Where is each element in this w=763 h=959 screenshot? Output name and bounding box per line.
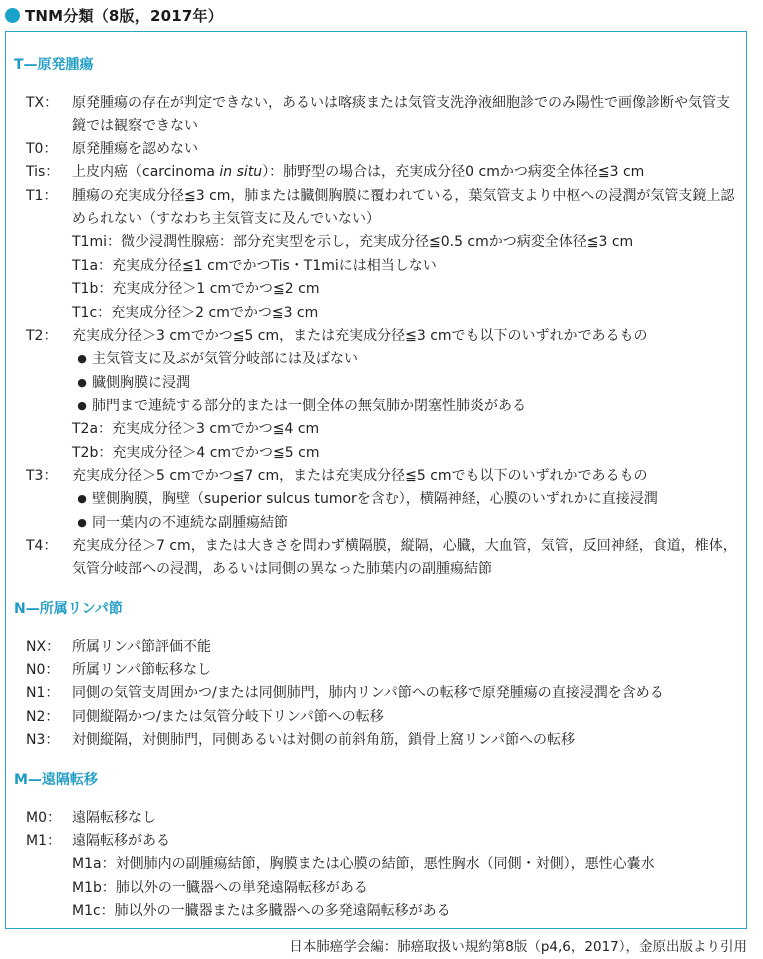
entry-code: T3： <box>26 468 58 484</box>
entry-n1 <box>26 682 738 705</box>
entry-t0 <box>26 138 738 161</box>
entry-t4 <box>26 535 738 582</box>
entry-code: NX： <box>26 639 61 655</box>
source-citation: 日本肺癌学会編：肺癌取扱い規約第8版（p4,6，2017），金原出版より引用 <box>289 939 747 955</box>
tis-text-pre: 上皮内癌（carcinoma <box>72 164 220 180</box>
entry-m1 <box>26 830 738 853</box>
bullet-item: ● 壁側胸膜，胸壁（superior sulcus tumorを含む），横隔神経，心膜のいずれかに直接浸潤 <box>72 488 738 511</box>
entry-code: M1： <box>26 833 61 849</box>
entry-text: 充実成分径＞7 cm，または大きさを問わず横隔膜，縦隔，心臓，大血管，気管，反回神経，食道，椎体，気管分岐部への浸潤，あるいは同側の異なった肺葉内の副腫瘍結節 <box>72 538 737 578</box>
sub-entry-t1b: T1b：充実成分径＞1 cmでかつ≦2 cm <box>72 281 320 297</box>
bullet-dot-icon: ● <box>77 376 87 389</box>
entry-n2 <box>26 706 738 729</box>
entry-nx <box>26 636 738 659</box>
bullet-item: ● 臓側胸膜に浸潤 <box>72 372 738 395</box>
bullet-dot-icon: ● <box>77 352 87 365</box>
entry-code: M0： <box>26 810 61 826</box>
entry-code: T1： <box>26 188 58 204</box>
bullet-item: ● 肺門まで連続する部分的または一側全体の無気肺か閉塞性肺炎がある <box>72 395 738 418</box>
entry-code: N1： <box>26 685 60 701</box>
entry-code: T2： <box>26 328 58 344</box>
title-bar <box>5 3 223 27</box>
sub-entry-m1c: M1c：肺以外の一臓器または多臓器への多発遠隔転移がある <box>72 903 451 919</box>
entry-text: 原発腫瘍を認めない <box>72 141 198 157</box>
sub-entry-t1c: T1c：充実成分径＞2 cmでかつ≦3 cm <box>72 305 319 321</box>
entry-code: Tis： <box>26 164 60 180</box>
entry-t2 <box>26 325 738 348</box>
tnm-table-box <box>5 31 747 929</box>
entry-t3 <box>26 465 738 488</box>
circle-bullet-icon <box>5 8 20 23</box>
entry-text: 充実成分径＞3 cmでかつ≦5 cm，または充実成分径≦3 cmでも以下のいずれかであるもの <box>72 328 648 344</box>
entry-code: N2： <box>26 709 60 725</box>
entry-text <box>72 161 738 184</box>
entry-code: N0： <box>26 662 60 678</box>
entry-text: 腫瘍の充実成分径≦3 cm，肺または臓側胸膜に覆われている，葉気管支より中枢への浸潤が気管支鏡上認められない（すなわち主気管支に及んでいない） <box>72 188 735 228</box>
sub-entry-t1a: T1a：充実成分径≦1 cmでかつTis・T1miには相当しない <box>72 258 437 274</box>
sub-entry-t1mi: T1mi：微少浸潤性腺癌：部分充実型を示し，充実成分径≦0.5 cmかつ病変全体径≦3 cm <box>72 234 634 250</box>
bullet-item: ● 主気管支に及ぶが気管分岐部には及ばない <box>72 348 738 371</box>
entry-code: TX： <box>26 95 59 111</box>
entry-text: 遠隔転移がある <box>72 833 170 849</box>
sub-entry-t2a: T2a：充実成分径＞3 cmでかつ≦4 cm <box>72 421 320 437</box>
entry-tx <box>26 92 738 139</box>
entry-code: T4： <box>26 538 58 554</box>
entry-t1 <box>26 185 738 232</box>
entry-text: 所属リンパ節転移なし <box>72 662 212 678</box>
sub-entry-m1a: M1a：対側肺内の副腫瘍結節，胸膜または心膜の結節，悪性胸水（同側・対側），悪性心嚢水 <box>72 856 655 872</box>
entry-text: 所属リンパ節評価不能 <box>72 639 212 655</box>
bullet-dot-icon: ● <box>77 399 87 412</box>
entry-text: 対側縦隔，対側肺門，同側あるいは対側の前斜角筋，鎖骨上窩リンパ節への転移 <box>72 732 576 748</box>
sub-entry-t2b: T2b：充実成分径＞4 cmでかつ≦5 cm <box>72 445 320 461</box>
entry-text: 充実成分径＞5 cmでかつ≦7 cm，または充実成分径≦5 cmでも以下のいずれかであるもの <box>72 468 648 484</box>
entry-code: N3： <box>26 732 60 748</box>
entry-n3 <box>26 729 738 752</box>
entry-text: 同側の気管支周囲かつ/または同側肺門，肺内リンパ節への転移で原発腫瘍の直接浸潤を含める <box>72 685 664 701</box>
entry-m0 <box>26 807 738 830</box>
entry-text: 遠隔転移なし <box>72 810 156 826</box>
tis-text-italic: in situ <box>219 164 263 180</box>
page-title: TNM分類（8版，2017年） <box>25 6 223 25</box>
bullet-item: ● 同一葉内の不連続な副腫瘍結節 <box>72 512 738 535</box>
tis-text-post: ）：肺野型の場合は，充実成分径0 cmかつ病変全体径≦3 cm <box>262 164 645 180</box>
entry-tis <box>26 161 738 184</box>
entry-code: T0： <box>26 141 58 157</box>
sub-entry-m1b: M1b：肺以外の一臓器への単発遠隔転移がある <box>72 880 368 896</box>
section-heading-n: N—所属リンパ節 <box>14 601 123 617</box>
bullet-dot-icon: ● <box>77 516 87 529</box>
entry-text: 原発腫瘍の存在が判定できない，あるいは喀痰または気管支洗浄液細胞診でのみ陽性で画像診断や気管支鏡では観察できない <box>72 95 730 135</box>
section-heading-t: T—原発腫瘍 <box>14 57 94 73</box>
section-heading-m: M—遠隔転移 <box>14 772 98 788</box>
entry-text: 同側縦隔かつ/または気管分岐下リンパ節への転移 <box>72 709 384 725</box>
bullet-dot-icon: ● <box>77 492 87 505</box>
entry-n0 <box>26 659 738 682</box>
